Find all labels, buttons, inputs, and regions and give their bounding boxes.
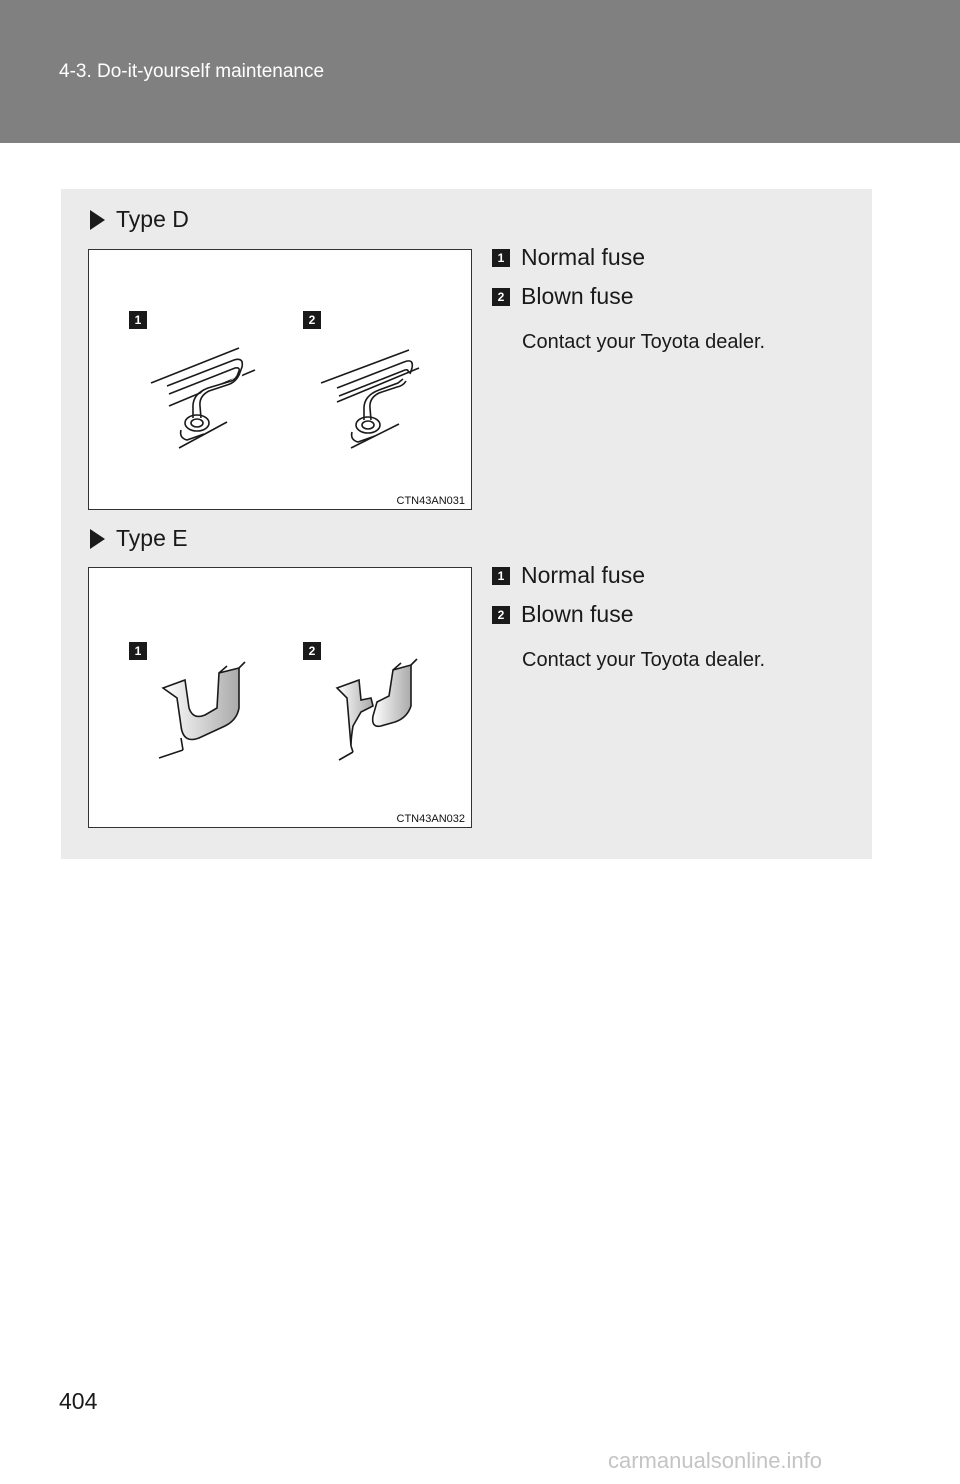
- legend-item-blown-fuse: [492, 283, 634, 310]
- legend-item-blown-fuse: [492, 601, 634, 628]
- figure-code: CTN43AN031: [396, 495, 465, 507]
- watermark: carmanualsonline.info: [608, 1448, 823, 1473]
- figure-marker-2: 2: [303, 311, 321, 329]
- legend-label: Blown fuse: [521, 283, 634, 309]
- type-d-fuse-illustration: [89, 250, 473, 511]
- normal-fuse-d-drawing: [151, 348, 255, 448]
- legend-item-normal-fuse: [492, 562, 645, 589]
- normal-fuse-e-drawing: [159, 662, 245, 758]
- figure-marker-1: 1: [129, 642, 147, 660]
- figure-marker-2: 2: [303, 642, 321, 660]
- type-d-figure: [88, 249, 472, 510]
- legend-marker-1: 1: [492, 249, 510, 267]
- blown-fuse-e-drawing: [337, 659, 417, 760]
- type-e-fuse-illustration: [89, 568, 473, 829]
- legend-label: Blown fuse: [521, 601, 634, 627]
- legend-marker-2: 2: [492, 288, 510, 306]
- type-e-figure: [88, 567, 472, 828]
- type-e-label: Type E: [116, 525, 188, 551]
- figure-code: CTN43AN032: [396, 813, 465, 825]
- type-e-heading: [90, 525, 188, 552]
- page-header: [0, 0, 960, 143]
- page-number: 404: [59, 1388, 98, 1414]
- arrow-right-icon: [90, 210, 105, 230]
- type-d-label: Type D: [116, 206, 189, 232]
- legend-marker-1: 1: [492, 567, 510, 585]
- dealer-note: Contact your Toyota dealer.: [522, 331, 766, 353]
- legend-label: Normal fuse: [521, 244, 645, 270]
- legend-label: Normal fuse: [521, 562, 645, 588]
- type-d-heading: [90, 206, 189, 233]
- legend-item-normal-fuse: [492, 244, 645, 271]
- figure-marker-1: 1: [129, 311, 147, 329]
- dealer-note: Contact your Toyota dealer.: [522, 649, 766, 671]
- section-title: 4-3. Do-it-yourself maintenance: [59, 61, 325, 82]
- arrow-right-icon: [90, 529, 105, 549]
- blown-fuse-d-drawing: [321, 350, 419, 448]
- legend-marker-2: 2: [492, 606, 510, 624]
